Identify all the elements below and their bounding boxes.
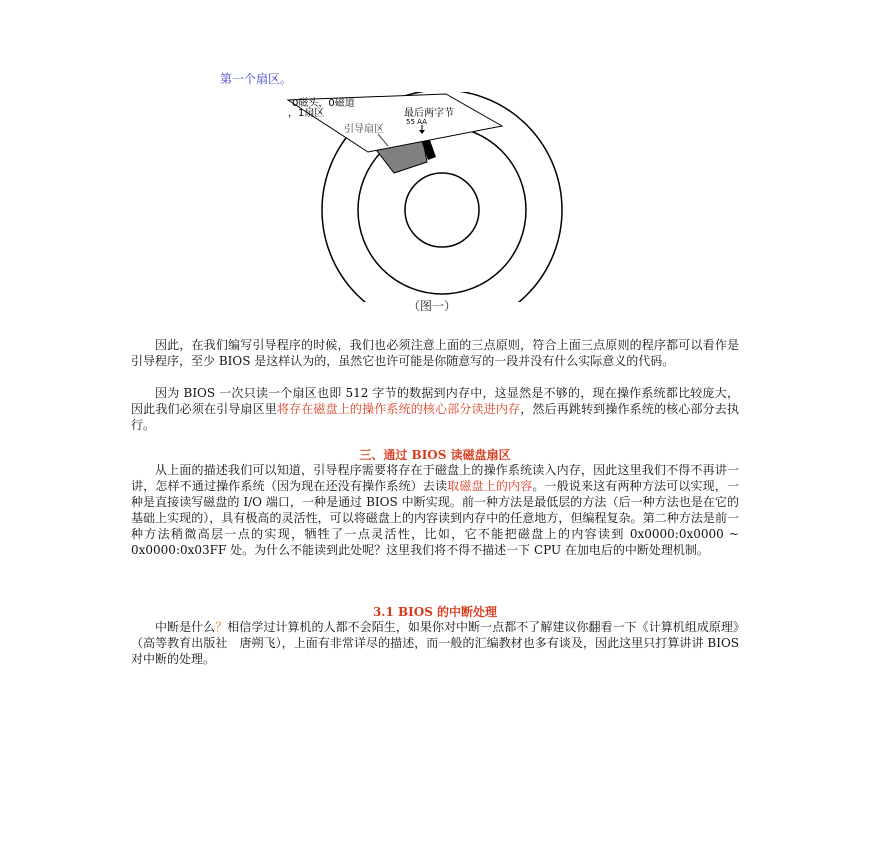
paragraph-3-text — [131, 462, 739, 558]
paragraph-3 — [131, 462, 739, 558]
head-track-label: 0磁头，0磁道 — [292, 98, 355, 109]
paragraph-4-text — [131, 619, 739, 667]
figure-caption: （图一） — [408, 299, 457, 313]
p3-highlight: 取磁盘上的内容 — [447, 479, 533, 493]
first-sector-label: 第一个扇区。 — [220, 72, 293, 86]
p3-part-c: 。一般说来这有两种方法可以实现，一种是直接读写磁盘的 I/O 端口，一种是通过 BIOS 中断实现。前一种方法是最低层的方法（后一种方法也是在它的基础上实现的），具有极高的灵活性，可以将磁盘上的内容读到内存中的任意地方，但编程复杂。第二种方法是前一种方法稍微高层一点的实现，牺牲了一点灵活性，比如，它不能把磁盘上的内容读到 0x0000:0x0000 ~ 0x0000:0x03FF 处。为什么不能读到此处呢？这里我们将不得不描述一下 CPU 在加电后的中断处理机制。 — [131, 479, 739, 557]
disk-diagram — [270, 92, 610, 302]
last-two-bytes-label: 最后两字节 — [404, 108, 454, 119]
paragraph-4 — [131, 619, 739, 667]
boot-sector-label: 引导扇区 — [344, 124, 384, 135]
section-heading-3: 三、通过 BIOS 读磁盘扇区 — [359, 448, 511, 462]
p2-highlight: 将存在磁盘上的操作系统的核心部分读进内存 — [276, 402, 521, 416]
paragraph-1 — [131, 337, 739, 369]
signature-label: 55 AA — [406, 118, 427, 126]
p3-part-a: 从上面的描述我们可以知道，引导程序需要将存在于磁盘上的操作系统读入内存，因此这里我们不得不再讲一讲，怎样不通过操作系统（因为现在还没有操作系统）去读 — [131, 463, 739, 493]
paragraph-2-text — [131, 385, 739, 433]
p4-question-mark: ？ — [215, 620, 228, 634]
p2-part-c: ，然后再跳转到操作系统的核心部分去执行。 — [131, 402, 739, 432]
sector1-label: ，1扇区 — [288, 108, 325, 119]
section-heading-3-1: 3.1 BIOS 的中断处理 — [372, 605, 498, 619]
p4-part-c: 相信学过计算机的人都不会陌生，如果你对中断一点都不了解建议你翻看一下《计算机组成原理》（高等教育出版社 唐朔飞），上面有非常详尽的描述，而一般的汇编教材也多有谈及，因此这里只打算讲讲 BIOS 对中断的处理。 — [131, 620, 739, 666]
p4-part-a: 中断是什么 — [155, 620, 216, 634]
paragraph-2 — [131, 385, 739, 433]
p2-part-a: 因为 BIOS 一次只读一个扇区也即 512 字节的数据到内存中，这显然是不够的，现在操作系统都比较庞大，因此我们必须在引导扇区里 — [131, 386, 739, 416]
paragraph-1-text: 因此，在我们编写引导程序的时候，我们也必须注意上面的三点原则，符合上面三点原则的程序都可以看作是引导程序，至少 BIOS 是这样认为的，虽然它也许可能是你随意写的一段并没有什么实际意义的代码。 — [131, 338, 739, 368]
disk-inner-circle — [405, 173, 479, 247]
